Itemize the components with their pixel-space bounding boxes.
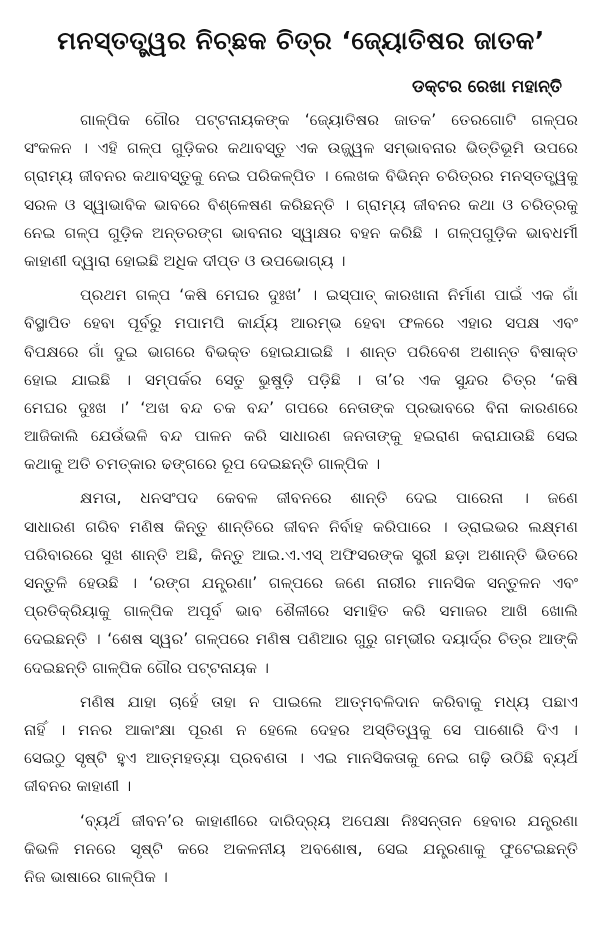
text-line: ‘ବ୍ୟର୍ଥ ଜୀବନ’ର କାହାଣୀରେ ଦାରିଦ୍ର୍ୟ ଅପେକ୍ଷା ନିଃସନ୍ତାନ ହେବାର ଯନ୍ତ୍ରଣା [80, 811, 578, 830]
text-line: ସରଳ ଓ ସ୍ୱାଭାବିକ ଭାବରେ ବିଶ୍ଳେଷଣ କରିଛନ୍ତି । ଗ୍ରାମ୍ୟ ଜୀବନର କଥା ଓ ଚରିତ୍ରକୁ [24, 195, 578, 214]
text-line: ଜୀବନର କାହାଣୀ । [24, 777, 132, 796]
text-line: ନିଜ ଭାଷାରେ ଗାଳ୍ପିକ । [24, 867, 168, 886]
text-line: ଦେଇଛନ୍ତି ଗାଳ୍ପିକ ଗୌର ପଟ୍ଟନାୟକ । [24, 658, 270, 677]
text-line: ଦେଇଛନ୍ତି । ‘ଶେଷ ସ୍ୱର’ ଗଳ୍ପରେ ମଣିଷ ପଣିଆର ଗୁରୁ ଗମ୍ଭୀର ଦୟାର୍ଦ୍ର ଚିତ୍ର ଆଙ୍କି [24, 630, 578, 649]
text-line: ନେଇ ଗଳ୍ପ ଗୁଡ଼ିକ ଅନ୍ତରଙ୍ଗ ଭାବନାର ସ୍ୱାକ୍ଷର ବହନ କରିଛି । ଗଳ୍ପଗୁଡ଼ିକ ଭାବଧର୍ମୀ [24, 223, 578, 242]
text-line: ପ୍ରତିକ୍ରିୟାକୁ ଗାଳ୍ପିକ ଅପୂର୍ବ ଭାବ ଶୈଳୀରେ ସମାହିତ କରି ସମାଜର ଆଖି ଖୋଲି [24, 602, 578, 621]
text-line: ପ୍ରଥମ ଗଳ୍ପ ‘କଷି ମେଘର ଦୁଃଖ’ । ଇସ୍ପାତ୍ କାରଖାନା ନିର୍ମାଣ ପାଇଁ ଏକ ଗାଁ [80, 286, 578, 305]
text-line: ସଂକଳନ । ଏହି ଗଳ୍ପ ଗୁଡ଼ିକର କଥାବସ୍ତୁ ଏକ ଉଜ୍ଜ୍ୱଳ ସମ୍ଭାବନାର ଭିତ୍ତିଭୂମି ଉପରେ [24, 139, 578, 158]
text-line: ବିପକ୍ଷରେ ଗାଁ ଦୁଇ ଭାଗରେ ବିଭକ୍ତ ହୋଇଯାଇଛି । ଶାନ୍ତ ପରିବେଶ ଅଶାନ୍ତ ବିଷାକ୍ତ [24, 342, 578, 361]
paragraph-2 [24, 281, 578, 478]
text-line: ସେଇଠୁ ସୃଷ୍ଟି ହୁଏ ଆତ୍ମହତ୍ୟା ପ୍ରବଣତା । ଏଇ ମାନସିକତାକୁ ନେଇ ଗଢ଼ି ଉଠିଛି ବ୍ୟର୍ଥ [24, 749, 578, 768]
text-line: ସନ୍ତୁଳି ହେଉଛି । ‘ରଙ୍ଗ ଯନ୍ତ୍ରଣା’ ଗଳ୍ପରେ ଜଣେ ନାରୀର ମାନସିକ ସନ୍ତୁଳନ ଏବଂ [24, 574, 578, 592]
paragraph-5 [24, 807, 578, 892]
paragraph-3 [24, 484, 578, 681]
text-line: କଥାକୁ ଅତି ଚମତ୍କାର ଢଙ୍ଗରେ ରୂପ ଦେଇଛନ୍ତି ଗାଳ୍ପିକ । [24, 455, 381, 474]
text-line: ନାହିଁ । ମନର ଆକାଂକ୍ଷା ପୂରଣ ନ ହେଲେ ଦେହର ଅସ୍ତିତ୍ୱକୁ ସେ ପାଶୋରି ଦିଏ । [24, 720, 578, 739]
text-line: ଆଜିକାଲି ଯେଉଁଭଳି ବନ୍ଦ ପାଳନ କରି ସାଧାରଣ ଜନତାଙ୍କୁ ହଇରାଣ କରାଯାଉଛି ସେଇ [24, 427, 578, 446]
text-line: ଗ୍ରାମ୍ୟ ଜୀବନର କଥାବସ୍ତୁକୁ ନେଇ ପରିକଳ୍ପିତ । ଲେଖକ ବିଭିନ୍ନ ଚରିତ୍ରର ମନସ୍ତତ୍ତ୍ୱକୁ [24, 167, 578, 186]
text-line: ବିସ୍ଥାପିତ ହେବା ପୂର୍ବରୁ ମପାମପି କାର୍ଯ୍ୟ ଆରମ୍ଭ ହେବା ଫଳରେ ଏହାର ସପକ୍ଷ ଏବଂ [24, 314, 578, 333]
text-line: ମେଘର ଦୁଃଖ ।’ ‘ଅଖ ବନ୍ଦ ଚକ ବନ୍ଦ’ ଗପରେ ନେତାଙ୍କ ପ୍ରଭାବରେ ବିନା କାରଣରେ [24, 398, 578, 417]
text-line: କ୍ଷମତା, ଧନସଂପଦ କେବଳ ଜୀବନରେ ଶାନ୍ତି ଦେଇ ପାରେନା । ଜଣେ [80, 489, 578, 508]
text-line: କିଭଳି ମନରେ ସୃଷ୍ଟି କରେ ଅକଳନୀୟ ଅବଶୋଷ, ସେଇ ଯନ୍ତ୍ରଣାକୁ ଫୁଟେଇଛନ୍ତି [24, 839, 578, 858]
author-name: ଡକ୍ଟର ରେଖା ମହାନ୍ତି [412, 77, 562, 97]
paragraph-4 [24, 688, 578, 801]
page-title: ମନସ୍ତତ୍ତ୍ୱର ନିଚ୍ଛକ ଚିତ୍ର ‘ଜ୍ୟୋତିଷର ଜାତକ’ [57, 26, 545, 55]
paragraph-1 [24, 106, 578, 275]
text-line: ପରିବାରରେ ସୁଖ ଶାନ୍ତି ଅଛି, କିନ୍ତୁ ଆଇ.ଏ.ଏସ୍ ଅଫିସରଙ୍କ ସ୍ତ୍ରୀ ଛଡ଼ା ଅଶାନ୍ତି ଭିତରେ [24, 545, 578, 564]
text-line: ହୋଇ ଯାଇଛି । ସମ୍ପର୍କର ସେତୁ ଭୁଷୁଡ଼ି ପଡ଼ିଛି । ତା’ର ଏକ ସୁନ୍ଦର ଚିତ୍ର ‘କଷି [24, 370, 578, 389]
text-line: ଗାଳ୍ପିକ ଗୌର ପଟ୍ଟନାୟକଙ୍କ ‘ଜ୍ୟୋତିଷର ଜାତକ’ ତେରଗୋଟି ଗଳ୍ପର [80, 111, 578, 129]
text-line: କାହାଣୀ ଦ୍ୱାରା ହୋଇଛି ଅଧିକ ଦୀପ୍ତ ଓ ଉପଭୋଗ୍ୟ । [24, 251, 346, 270]
text-line: ମଣିଷ ଯାହା ଚାହେଁ ତାହା ନ ପାଇଲେ ଆତ୍ମବଳିଦାନ କରିବାକୁ ମଧ୍ୟ ପଛାଏ [80, 692, 578, 711]
text-line: ସାଧାରଣ ଗରିବ ମଣିଷ କିନ୍ତୁ ଶାନ୍ତିରେ ଜୀବନ ନିର୍ବାହ କରିପାରେ । ଡ୍ରାଇଭର ଲକ୍ଷ୍ମଣ [24, 517, 578, 536]
